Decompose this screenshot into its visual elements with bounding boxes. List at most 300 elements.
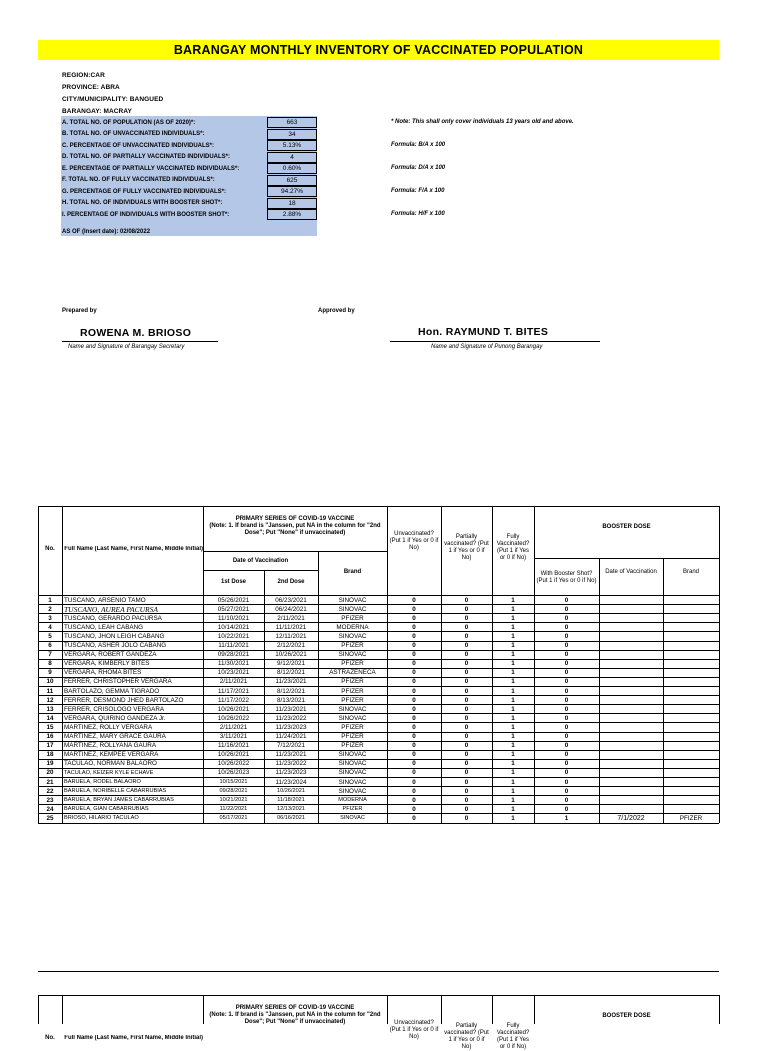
header-no: No. (45, 546, 55, 552)
summary-label: I. PERCENTAGE OF INDIVIDUALS WITH BOOSTER SHOT*: (62, 211, 230, 218)
row-with-booster: 0 (564, 796, 569, 804)
row-name: BARUELA, NORIBELLE CABARRUBIAS (64, 788, 167, 795)
summary-formula: Formula: H/F x 100 (391, 211, 445, 217)
row-name: TUSCANO, AUREA PACURSA (64, 604, 158, 614)
row-first-dose: 3/11/2021 (219, 733, 248, 741)
region-label: REGION:CAR (62, 72, 105, 79)
row-number: 1 (48, 596, 52, 604)
prepared-caption: Name and Signature of Barangay Secretary (68, 344, 185, 350)
row-unvaccinated: 0 (412, 778, 416, 786)
row-fully: 1 (511, 669, 515, 677)
header-second-dose: 2nd Dose (277, 579, 305, 585)
row-first-dose: 10/26/2021 (217, 705, 250, 713)
row-name: BRIOSO, HILARIO TACULAO (64, 815, 139, 822)
row-with-booster: 0 (564, 760, 569, 768)
row-second-dose: 06/16/2021 (277, 815, 305, 822)
row-booster-date (599, 714, 663, 723)
row-booster-date (599, 614, 663, 623)
row-booster-brand: PFIZER (679, 814, 703, 822)
row-fully: 1 (511, 687, 515, 695)
row-brand: SINOVAC (338, 632, 367, 640)
prepared-name: ROWENA M. BRIOSO (80, 327, 192, 339)
p2-col-line (441, 995, 442, 1024)
row-unvaccinated: 0 (412, 696, 416, 704)
summary-label: F. TOTAL NO. OF FULLY VACCINATED INDIVIDUALS*: (62, 177, 215, 183)
row-partially: 0 (464, 751, 469, 759)
row-with-booster: 0 (564, 669, 569, 677)
row-with-booster: 0 (564, 696, 569, 704)
row-booster-date (599, 796, 663, 805)
row-number: 22 (46, 787, 54, 795)
row-booster-date (599, 805, 663, 814)
row-name: MARTINEZ, KEMPEE VERGARA (64, 751, 159, 759)
row-first-dose: 05/27/2021 (217, 605, 250, 613)
summary-label: A. TOTAL NO. OF POPULATION (AS OF 2020)*: (62, 119, 196, 126)
row-unvaccinated: 0 (412, 742, 416, 750)
row-booster-brand (663, 659, 719, 668)
row-with-booster: 0 (564, 596, 569, 604)
row-partially: 0 (464, 742, 469, 750)
p2-col-line (38, 995, 39, 1024)
row-number: 21 (46, 778, 54, 786)
row-brand: PFIZER (341, 678, 364, 686)
approved-name: Hon. RAYMUND T. BITES (418, 326, 549, 338)
row-second-dose: 7/12/2021 (276, 742, 305, 750)
row-name: VERGARA, RHOMA BITES (64, 669, 142, 677)
row-second-dose: 11/23/2021 (275, 751, 307, 759)
row-fully: 1 (511, 696, 515, 704)
row-with-booster: 0 (564, 623, 569, 631)
row-booster-brand (663, 778, 719, 787)
row-number: 23 (46, 796, 54, 804)
row-partially: 0 (464, 623, 469, 631)
row-name: BARTOLAZO, GEMMA TIGRADO (64, 687, 160, 695)
row-fully: 1 (511, 605, 515, 613)
row-brand: PFIZER (341, 723, 364, 731)
as-of-date: AS OF (Insert date): 02/08/2022 (62, 228, 151, 235)
row-partially: 0 (464, 796, 469, 804)
row-number: 6 (48, 642, 52, 650)
row-first-dose: 11/17/2021 (217, 687, 250, 695)
row-number: 17 (46, 742, 54, 750)
row-first-dose: 05/26/2021 (217, 596, 250, 604)
row-booster-date (599, 787, 663, 796)
row-unvaccinated: 0 (412, 687, 416, 695)
p2-header-no: No. (45, 1035, 55, 1041)
row-second-dose: 10/26/2021 (275, 651, 307, 659)
row-first-dose: 2/11/2021 (219, 723, 248, 731)
row-unvaccinated: 0 (412, 714, 416, 722)
row-name: VERGARA, ROBERT GANDEZA (64, 651, 157, 659)
row-with-booster: 0 (564, 742, 569, 750)
row-unvaccinated: 0 (412, 814, 416, 822)
row-first-dose: 09/28/2021 (217, 651, 250, 659)
row-partially: 0 (464, 614, 469, 622)
row-booster-brand (663, 796, 719, 805)
row-name: TUSCANO, LEAH CABANG (64, 623, 144, 631)
row-first-dose: 10/23/2021 (217, 669, 250, 677)
summary-value: 625 (267, 175, 317, 186)
header-with-booster: With Booster Shot? (Put 1 if Yes or 0 if No) (536, 571, 597, 584)
row-name: BARUELA, BRYAN JAMES CABARRUBIAS (64, 797, 174, 804)
header-date-of-vaccination: Date of Vaccination (232, 558, 289, 564)
row-with-booster: 0 (564, 660, 569, 668)
row-booster-brand (663, 614, 719, 623)
row-number: 4 (48, 623, 52, 631)
approved-caption: Name and Signature of Punong Barangay (431, 344, 543, 350)
col-line (719, 595, 720, 823)
p2-header-fully: Fully Vaccinated? (Put 1 if Yes or 0 if No) (496, 1023, 530, 1050)
row-second-dose: 10/26/2021 (277, 788, 305, 795)
header-booster: BOOSTER DOSE (602, 524, 651, 530)
row-booster-date (599, 696, 663, 705)
p2-col-line (719, 995, 720, 1024)
row-number: 5 (48, 632, 52, 640)
row-with-booster: 0 (564, 687, 569, 695)
row-first-dose: 11/22/2021 (219, 806, 248, 813)
row-fully: 1 (511, 596, 515, 604)
row-unvaccinated: 0 (412, 805, 416, 813)
row-unvaccinated: 0 (412, 605, 416, 613)
approved-signature-line (390, 341, 600, 342)
row-name: TUSCANO, ASHER JOLO CABANG (64, 642, 167, 650)
row-unvaccinated: 0 (412, 669, 416, 677)
row-first-dose: 10/26/2022 (217, 760, 250, 768)
row-booster-brand (663, 596, 719, 605)
row-booster-brand (663, 714, 719, 723)
row-number: 13 (46, 705, 54, 713)
row-partially: 0 (464, 814, 469, 822)
header-unvaccinated: Unvaccinated? (Put 1 if Yes or 0 if No) (389, 531, 439, 551)
row-number: 19 (46, 760, 54, 768)
row-booster-date (599, 687, 663, 696)
row-with-booster: 0 (564, 751, 569, 759)
row-brand: SINOVAC (338, 596, 367, 604)
summary-label: D. TOTAL NO. OF PARTIALLY VACCINATED INDIVIDUALS*: (62, 154, 231, 160)
row-partially: 0 (464, 605, 469, 613)
row-booster-date (599, 659, 663, 668)
row-first-dose: 10/26/2023 (217, 769, 250, 777)
row-name: VERGARA, KIMBERLY BITES (64, 660, 150, 668)
row-second-dose: 11/23/2022 (275, 760, 307, 768)
row-number: 11 (46, 687, 54, 695)
p2-header-primary-note: (Note: 1. If brand is "Janssen, put NA in the column for "2nd Dose"; Put "None" if unvaccinated) (209, 1012, 381, 1025)
col-line (599, 558, 600, 595)
row-fully: 1 (511, 733, 515, 741)
row-number: 7 (48, 651, 52, 659)
row-number: 3 (48, 614, 52, 622)
header-first-dose: 1st Dose (220, 579, 246, 585)
row-with-booster: 0 (564, 678, 569, 686)
row-number: 10 (46, 678, 54, 686)
row-brand: PFIZER (341, 687, 364, 695)
row-brand: SINOVAC (338, 651, 367, 659)
row-brand: PFIZER (341, 660, 364, 668)
row-fully: 1 (511, 751, 515, 759)
row-booster-date (599, 596, 663, 605)
row-booster-date (599, 632, 663, 641)
row-brand: PFIZER (341, 614, 364, 622)
row-fully: 1 (511, 614, 515, 622)
row-booster-brand (663, 687, 719, 696)
row-second-dose: 8/13/2021 (276, 696, 305, 704)
row-booster-date (599, 705, 663, 714)
row-fully: 1 (511, 642, 515, 650)
row-first-dose: 05/17/2021 (219, 815, 248, 822)
row-brand: SINOVAC (340, 815, 365, 822)
row-first-dose: 11/30/2021 (217, 660, 250, 668)
header-primary-note: (Note: 1. If brand is "Janssen, put NA in the column for "2nd Dose"; Put "None" if unvaccinated) (209, 523, 381, 536)
prepared-by-label: Prepared by (62, 308, 97, 314)
p2-col-line (62, 995, 63, 1024)
row-fully: 1 (511, 760, 515, 768)
row-brand: SINOVAC (338, 760, 367, 768)
row-with-booster: 0 (564, 769, 569, 777)
p2-frame-top (38, 995, 719, 996)
row-with-booster: 0 (564, 787, 569, 795)
province-label: PROVINCE: ABRA (62, 84, 120, 91)
row-number: 15 (46, 723, 54, 731)
header-booster-date: Date of Vaccination (605, 569, 657, 575)
summary-label: H. TOTAL NO. OF INDIVIDUALS WITH BOOSTER SHOT*: (62, 200, 223, 206)
row-fully: 1 (511, 814, 515, 822)
row-brand: SINOVAC (338, 705, 367, 713)
row-second-dose: 11/23/2023 (275, 769, 307, 777)
summary-formula: * Note: This shall only cover individuals 13 years old and above. (391, 119, 574, 125)
row-partially: 0 (464, 696, 469, 704)
row-second-dose: 2/12/2021 (276, 642, 305, 650)
row-name: FERRER, CRISOLOGO VERGARA (64, 705, 165, 713)
row-booster-brand (663, 759, 719, 768)
summary-formula: Formula: F/A x 100 (391, 188, 445, 194)
summary-label: E. PERCENTAGE OF PARTIALLY VACCINATED INDIVIDUALS*: (62, 165, 240, 172)
row-with-booster: 0 (564, 733, 569, 741)
row-unvaccinated: 0 (412, 760, 416, 768)
row-name: TACULAO, KEIZER KYLE ECHAVE (64, 769, 154, 776)
row-second-dose: 11/24/2021 (275, 733, 307, 741)
row-with-booster: 0 (564, 714, 569, 722)
row-unvaccinated: 0 (412, 642, 416, 650)
row-partially: 0 (464, 596, 469, 604)
row-with-booster: 0 (564, 614, 569, 622)
row-name: TUSCANO, ARSENIO TAMO (64, 596, 146, 604)
row-first-dose: 11/11/2021 (218, 642, 249, 650)
row-fully: 1 (511, 651, 515, 659)
row-booster-date (599, 623, 663, 632)
row-booster-date (599, 650, 663, 659)
row-brand: PFIZER (341, 742, 364, 750)
row-partially: 0 (464, 687, 469, 695)
row-number: 12 (46, 696, 54, 704)
row-unvaccinated: 0 (412, 632, 416, 640)
header-line (203, 570, 318, 571)
summary-formula: Formula: D/A x 100 (391, 165, 446, 171)
row-number: 25 (46, 814, 54, 822)
row-second-dose: 11/23/2024 (275, 778, 307, 786)
row-name: VERGARA, QUIRINO GANDEZA Jr. (64, 714, 166, 722)
row-brand: SINOVAC (338, 769, 367, 777)
row-name: TUSCANO, JHON LEIGH CABANG (64, 632, 165, 640)
row-booster-brand (663, 705, 719, 714)
header-primary-series: PRIMARY SERIES OF COVID-19 VACCINE (235, 516, 355, 522)
row-second-dose: 12/11/2021 (275, 632, 307, 640)
row-booster-date (599, 677, 663, 686)
row-partially: 0 (464, 769, 469, 777)
row-brand: SINOVAC (338, 605, 367, 613)
row-fully: 1 (511, 714, 515, 722)
row-brand: PFIZER (341, 642, 364, 650)
row-booster-date (599, 641, 663, 650)
row-partially: 0 (464, 705, 469, 713)
row-booster-brand (663, 668, 719, 677)
row-second-dose: 8/12/2021 (276, 669, 305, 677)
row-second-dose: 11/23/2022 (275, 714, 307, 722)
col-line (719, 506, 720, 595)
header-line (203, 551, 387, 552)
p2-col-line (492, 995, 493, 1024)
row-first-dose: 09/28/2021 (219, 788, 248, 795)
summary-value: 0.60% (267, 163, 317, 174)
row-name: MARTINEZ, ROLLY VERGARA (64, 723, 153, 731)
row-partially: 0 (464, 787, 469, 795)
prepared-signature-line (62, 341, 218, 342)
row-unvaccinated: 0 (412, 769, 416, 777)
summary-value: 5.13% (267, 140, 317, 151)
row-second-dose: 11/11/2021 (275, 623, 307, 631)
row-name: FERRER, CHRISTOPHER VERGARA (64, 678, 172, 686)
row-booster-date (599, 750, 663, 759)
row-brand: SINOVAC (338, 751, 367, 759)
row-booster-brand (663, 623, 719, 632)
row-booster-brand (663, 805, 719, 814)
summary-value: 663 (267, 117, 317, 128)
row-first-dose: 10/22/2021 (217, 632, 250, 640)
row-unvaccinated: 0 (412, 651, 416, 659)
row-partially: 0 (464, 714, 469, 722)
p2-header-booster: BOOSTER DOSE (602, 1013, 651, 1019)
row-number: 20 (46, 769, 54, 777)
header-name: Full Name (Last Name, First Name, Middle Initial) (64, 546, 203, 552)
row-partially: 0 (464, 778, 469, 786)
row-booster-brand (663, 677, 719, 686)
row-unvaccinated: 0 (412, 733, 416, 741)
summary-label: G. PERCENTAGE OF FULLY VACCINATED INDIVIDUALS*: (62, 188, 227, 195)
summary-value: 34 (267, 129, 317, 140)
row-unvaccinated: 0 (412, 796, 416, 804)
row-first-dose: 11/16/2021 (217, 742, 250, 750)
row-number: 14 (46, 714, 54, 722)
row-with-booster: 0 (564, 778, 569, 786)
row-booster-brand (663, 741, 719, 750)
row-partially: 0 (464, 660, 469, 668)
row-name: MARTINEZ, ROLLYANA GAURA (64, 742, 157, 750)
row-second-dose: 11/23/2021 (275, 705, 307, 713)
row-booster-brand (663, 723, 719, 732)
row-number: 2 (48, 605, 52, 613)
summary-formula: Formula: B/A x 100 (391, 142, 446, 148)
row-partially: 0 (464, 632, 469, 640)
row-fully: 1 (511, 769, 515, 777)
row-unvaccinated: 0 (412, 751, 416, 759)
row-first-dose: 10/26/2021 (217, 751, 250, 759)
row-brand: MODERNA (338, 797, 367, 804)
row-fully: 1 (511, 660, 515, 668)
row-second-dose: 9/12/2021 (276, 660, 305, 668)
row-booster-date (599, 741, 663, 750)
row-first-dose: 10/26/2022 (217, 714, 250, 722)
summary-value: 4 (267, 152, 317, 163)
row-booster-date (599, 759, 663, 768)
city-label: CITY/MUNICIPALITY: BANGUED (62, 96, 164, 103)
row-with-booster: 0 (564, 651, 569, 659)
row-partially: 0 (464, 733, 469, 741)
row-partially: 0 (464, 642, 469, 650)
row-unvaccinated: 0 (412, 723, 416, 731)
p2-header-name: Full Name (Last Name, First Name, Middle Initial) (64, 1035, 203, 1041)
row-brand: PFIZER (342, 806, 363, 813)
row-fully: 1 (511, 778, 515, 786)
row-fully: 1 (511, 796, 515, 804)
row-brand: PFIZER (341, 696, 364, 704)
row-with-booster: 0 (564, 705, 569, 713)
row-unvaccinated: 0 (412, 678, 416, 686)
page-separator (38, 971, 719, 972)
row-name: TUSCANO, GERARDO PACURSA (64, 614, 162, 622)
row-second-dose: 06/24/2021 (275, 605, 307, 613)
header-booster-brand: Brand (682, 569, 699, 575)
row-number: 24 (46, 805, 54, 813)
row-fully: 1 (511, 805, 515, 813)
row-brand: ASTRAZENECA (329, 669, 376, 677)
row-name: BARUELA, RODEL BALAORO (64, 779, 141, 786)
row-name: TACULAO, NORMAN BALAORO (64, 760, 157, 768)
summary-value: 18 (267, 198, 317, 209)
row-with-booster: 0 (564, 723, 569, 731)
row-second-dose: 8/12/2021 (276, 687, 305, 695)
approved-by-label: Approved by (318, 308, 355, 314)
row-brand: SINOVAC (338, 787, 367, 795)
row-brand: SINOVAC (338, 714, 367, 722)
col-line (62, 595, 63, 823)
row-unvaccinated: 0 (412, 623, 416, 631)
row-name: FERRER, DESMOND JHED BARTOLAZO (64, 696, 184, 704)
row-fully: 1 (511, 632, 515, 640)
row-name: BARUELA, GIAN CABARRUBIAS (64, 806, 149, 813)
row-fully: 1 (511, 705, 515, 713)
row-partially: 0 (464, 669, 469, 677)
row-partially: 0 (464, 760, 469, 768)
row-partially: 0 (464, 805, 469, 813)
row-booster-brand (663, 696, 719, 705)
row-brand: SINOVAC (338, 778, 367, 786)
row-partially: 0 (464, 723, 469, 731)
col-line (663, 558, 664, 595)
row-number: 9 (48, 669, 52, 677)
summary-label: B. TOTAL NO. OF UNVACCINATED INDIVIDUALS*: (62, 131, 205, 137)
row-second-dose: 06/23/2021 (275, 596, 307, 604)
row-with-booster: 0 (564, 605, 569, 613)
row-first-dose: 2/11/2021 (219, 678, 248, 686)
page-title: BARANGAY MONTHLY INVENTORY OF VACCINATED POPULATION (173, 43, 584, 57)
row-fully: 1 (511, 623, 515, 631)
row-with-booster: 1 (564, 814, 569, 822)
row-unvaccinated: 0 (412, 660, 416, 668)
row-partially: 0 (464, 651, 469, 659)
row-first-dose: 10/21/2021 (219, 797, 248, 804)
summary-value: 94.27% (267, 186, 317, 197)
row-booster-brand (663, 605, 719, 614)
row-partially: 0 (464, 678, 469, 686)
